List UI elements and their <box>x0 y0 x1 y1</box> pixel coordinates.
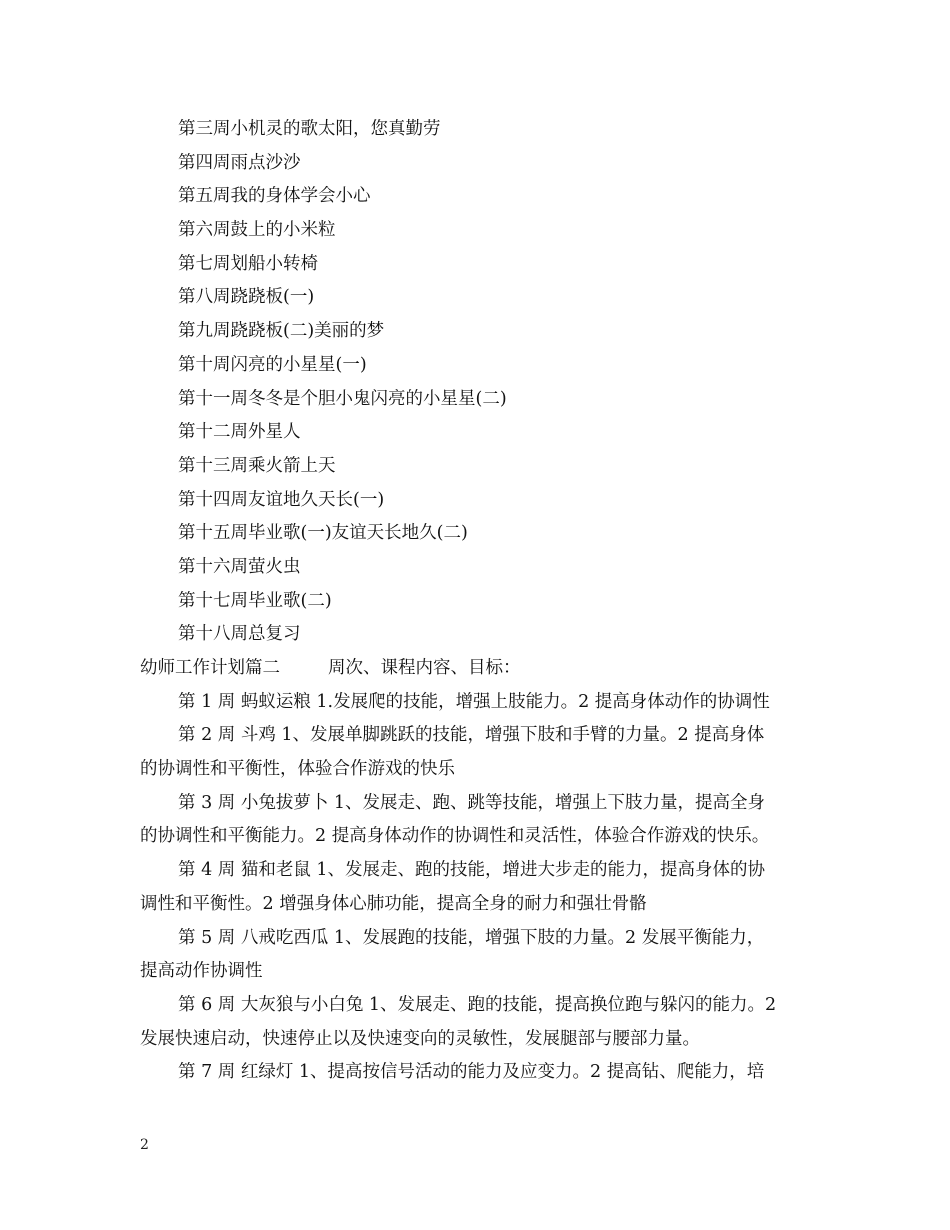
week-item: 第九周跷跷板(二)美丽的梦 <box>178 321 385 342</box>
week-item: 第十二周外星人 <box>178 422 301 443</box>
page-number: 2 <box>140 1137 149 1153</box>
week-item: 第五周我的身体学会小心 <box>178 186 371 207</box>
paragraph-line: 第 1 周 蚂蚁运粮 1.发展爬的技能，增强上肢能力。2 提高身体动作的协调性 <box>178 691 770 712</box>
paragraph-line: 第 2 周 斗鸡 1、发展单脚跳跃的技能，增强下肢和手臂的力量。2 提高身体 <box>178 725 765 746</box>
section-subtitle: 周次、课程内容、目标： <box>328 658 521 678</box>
paragraph-line: 的协调性和平衡能力。2 提高身体动作的协调性和灵活性，体验合作游戏的快乐。 <box>140 826 770 847</box>
paragraph-line: 提高动作协调性 <box>140 961 263 982</box>
paragraph-line: 第 3 周 小兔拔萝卜 1、发展走、跑、跳等技能，增强上下肢力量，提高全身 <box>178 792 766 813</box>
week-item: 第八周跷跷板(一) <box>178 287 315 308</box>
document-body <box>140 113 820 1090</box>
week-item: 第十六周萤火虫 <box>178 556 301 577</box>
section-heading <box>140 652 820 686</box>
week-item: 第十周闪亮的小星星(一) <box>178 354 367 375</box>
week-item: 第六周鼓上的小米粒 <box>178 220 336 241</box>
week-item: 第四周雨点沙沙 <box>178 152 301 173</box>
week-item: 第十三周乘火箭上天 <box>178 455 336 476</box>
week-item: 第三周小机灵的歌太阳，您真勤劳 <box>178 119 441 139</box>
week-item: 第十七周毕业歌(二) <box>178 590 332 611</box>
week-item: 第十四周友谊地久天长(一) <box>178 489 385 510</box>
week-item: 第十五周毕业歌(一)友谊天长地久(二) <box>178 523 468 544</box>
paragraph-line: 发展快速启动，快速停止以及快速变向的灵敏性，发展腿部与腰部力量。 <box>140 1028 700 1049</box>
paragraph-line: 第 6 周 大灰狼与小白兔 1、发展走、跑的技能，提高换位跑与躲闪的能力。2 <box>178 994 777 1015</box>
paragraph-line: 第 7 周 红绿灯 1、提高按信号活动的能力及应变力。2 提高钻、爬能力，培 <box>178 1062 765 1083</box>
paragraph-line: 调性和平衡性。2 增强身体心肺功能，提高全身的耐力和强壮骨骼 <box>140 893 647 914</box>
week-item: 第七周划船小转椅 <box>178 253 318 274</box>
week-item: 第十一周冬冬是个胆小鬼闪亮的小星星(二) <box>178 388 507 409</box>
paragraph-line: 的协调性和平衡性，体验合作游戏的快乐 <box>140 759 455 780</box>
week-item: 第十八周总复习 <box>178 624 301 645</box>
paragraph-line: 第 4 周 猫和老鼠 1、发展走、跑的技能，增进大步走的能力，提高身体的协 <box>178 860 766 881</box>
section-title: 幼师工作计划篇二 <box>140 658 280 678</box>
paragraph-line: 第 5 周 八戒吃西瓜 1、发展跑的技能，增强下肢的力量。2 发展平衡能力， <box>178 927 765 948</box>
